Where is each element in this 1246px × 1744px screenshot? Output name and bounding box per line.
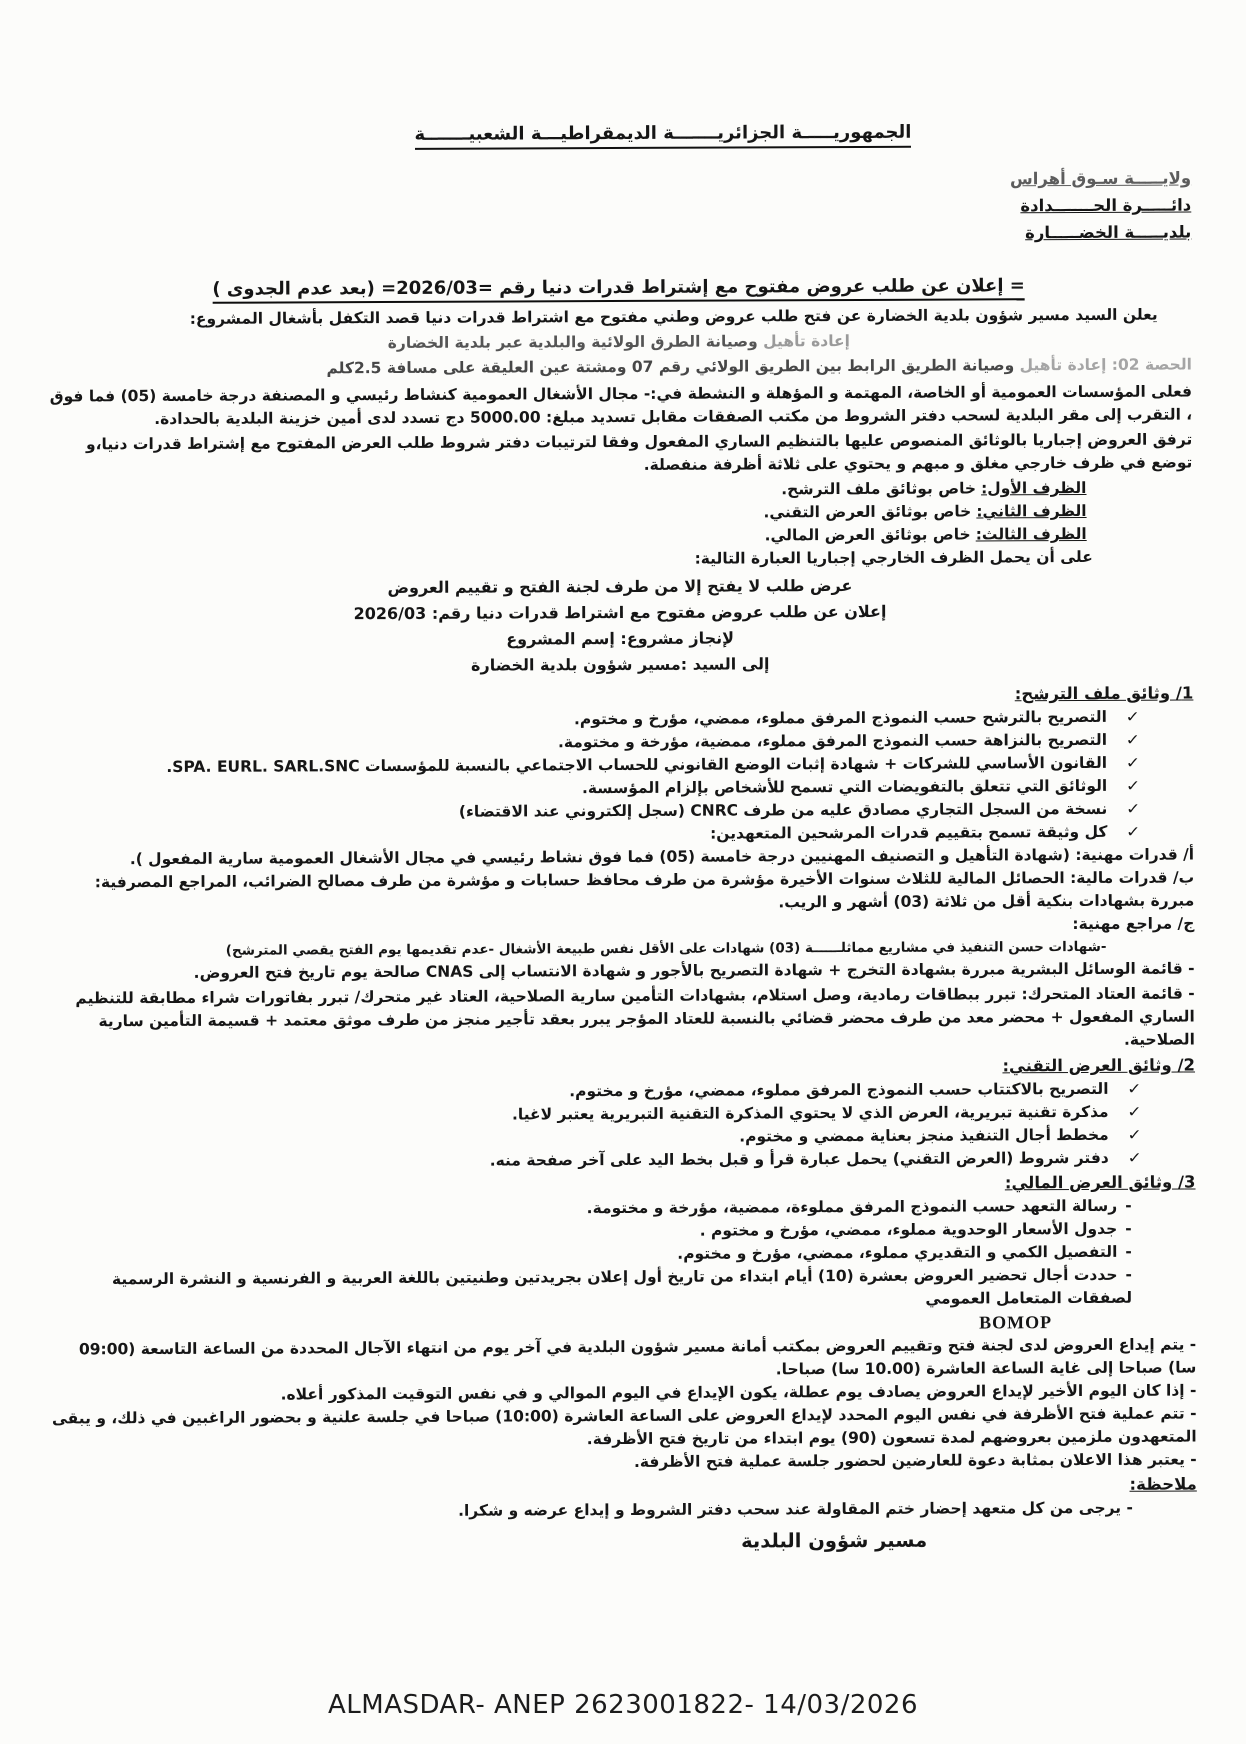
candidacy-check-text-1: التصريح بالترشح حسب النموذج المرفق مملوء، ممضي، مؤرخ و مختوم. bbox=[573, 707, 1107, 729]
envelope-inscription-block bbox=[47, 572, 1193, 681]
check-icon: ✓ bbox=[1126, 753, 1141, 772]
technical-check-text-3: مخطط أجال التنفيذ منجز بعناية ممضي و مختوم. bbox=[739, 1125, 1109, 1146]
footer-publication-line: ALMASDAR- ANEP 2623001822- 14/03/2026 bbox=[327, 1690, 919, 1720]
financial-text-4: حددت أجال تحضير العروض بعشرة (10) أيام ابتداء من تاريخ أول إعلان بجريدتين وطنيتين باللغة العربية و الفرنسية و النشرة الرسمية لصفقات المتعامل العمومي bbox=[111, 1265, 1133, 1308]
envelope-3-text: خاص بوثائق العرض المالي. bbox=[764, 525, 971, 545]
financial-text-2: جدول الأسعار الوحدوية مملوء، ممضي، مؤرخ و مختوم . bbox=[699, 1219, 1118, 1240]
inscription-line-3: لإنجاز مشروع: إسم المشروع bbox=[506, 628, 735, 649]
reference-item-2: - قائمة الوسائل البشرية مبررة بشهادة التخرج + شهادة التصريح بالأجور و شهادة الانتساب إلى CNAS صالحة يوم تاريخ فتح العروض. bbox=[193, 959, 1195, 982]
section-3-heading: 3/ وثائق العرض المالي: bbox=[1004, 1172, 1196, 1193]
deposit-item-1: - يتم إيداع العروض لدى لجنة فتح وتقييم العروض بمكتب أمانة مسير شؤون البلدية في آخر يوم من انتهاء الآجال المحددة من الساعة التاسعة (09:00 سا) صباحا إلى غاية الساعة العاشرة (10.00 سا) صباحا. bbox=[78, 1335, 1197, 1379]
deposit-item-2: - إذا كان اليوم الأخير لإيداع العروض يصادف يوم عطلة، يكون الإيداع في اليوم الموالي و في نفس التوقيت المذكور أعلاه. bbox=[280, 1381, 1197, 1404]
candidacy-check-text-2: التصريح بالنزاهة حسب النموذج المرفق مملوء، ممضية، مؤرخة و مختومة. bbox=[557, 730, 1108, 752]
candidacy-check-text-6: كل وثيقة تسمح بتقييم قدرات المرشحين المتعهدين: bbox=[710, 822, 1108, 843]
capacity-b-line: ب/ قدرات مالية: الحصائل المالية للثلاث سنوات الأخيرة مؤشرة من طرف محافظ حسابات و مؤشرة من طرف مصالح الضرائب، المراجع المصرفية: مبررة بشهادات بنكية أقل من ثلاثة (03) أشهر و الريب. bbox=[94, 868, 1195, 912]
bomop-line: BOMOP bbox=[979, 1312, 1053, 1333]
technical-check-text-4: دفتر شروط (العرض التقني) يحمل عبارة قرأ و قبل بخط اليد على آخر صفحة منه. bbox=[489, 1148, 1109, 1170]
capacity-c-line: ج/ مراجع مهنية: bbox=[1072, 914, 1195, 934]
envelopes-rule-paragraph: ترفق العروض إجباريا بالوثائق المنصوص عليها بالتنظيم الساري المفعول وفقا لترتيبات دفتر شروط طلب العرض المفتوح مع إشتراط قدرات دنيا،و توضع في ظرف خارجي مغلق و مبهم و يحتوي على ثلاثة أظرفة منفصلة. bbox=[85, 430, 1193, 474]
check-icon: ✓ bbox=[1126, 799, 1141, 818]
check-icon: ✓ bbox=[1126, 776, 1141, 795]
capacity-a-line: أ/ قدرات مهنية: (شهادة التأهيل و التصنيف المهنيين درجة خامسة (05) فما فوق نشاط رئيسي في مجال الأشغال العمومية سارية المفعول ). bbox=[129, 845, 1195, 869]
dash-icon: - bbox=[1125, 1196, 1132, 1215]
reference-item-3: - قائمة العتاد المتحرك: تبرر ببطاقات رمادية، وصل استلام، بشهادات التأمين سارية الصلاحية، العتاد غير متحرك/ تبرر بفاتورات شراء مطابقة للتنظيم الساري المفعول + محضر معد من طرف محضر قضائي بالنسبة للعتاد المؤجر يبرر بعقد تأجير منجز من طرف موثق معتمد + قسيمة التأمين سارية الصلاحية. bbox=[75, 984, 1195, 1049]
outer-envelope-note: على أن يحمل الظرف الخارجي إجباريا العبارة التالية: bbox=[694, 547, 1093, 568]
authority-block bbox=[45, 165, 1191, 251]
lot-line bbox=[46, 354, 1192, 382]
note-item: - يرجى من كل متعهد إحضار ختم المقاولة عند سحب دفتر الشروط و إيداع عرضه و شكرا. bbox=[458, 1498, 1133, 1520]
note-heading: ملاحظة: bbox=[1129, 1474, 1197, 1494]
republic-header bbox=[45, 120, 1191, 148]
envelope-2-label: الظرف الثاني: bbox=[976, 501, 1087, 521]
project-name-line bbox=[46, 329, 1192, 357]
wilaya-line: ولايـــــة سـوق أهراس bbox=[1009, 168, 1192, 189]
intro-paragraph: يعلن السيد مسير شؤون بلدية الخضارة عن فتح طلب عروض وطني مفتوح مع اشتراط قدرات دنيا قصد التكفل بأشغال المشروع: bbox=[189, 305, 1158, 328]
deposit-item-3: - تتم عملية فتح الأظرفة في نفس اليوم المحدد لإيداع العروض على الساعة العاشرة (10:00) صباحا في جلسة علنية و بحضور الراغبين في ذلك، و يبقى المتعهدون ملزمين بعروضهم لمدة تسعون (90) يوم ابتداء من تاريخ فتح الأظرفة. bbox=[51, 1404, 1197, 1449]
candidacy-check-text-5: نسخة من السجل التجاري مصادق عليه من طرف CNRC (سجل إلكتروني عند الاقتضاء) bbox=[458, 799, 1108, 821]
dash-icon: - bbox=[1125, 1265, 1132, 1284]
project-name-faded: إعادة تأهيل bbox=[763, 331, 850, 351]
eligibility-paragraph: فعلى المؤسسات العمومية أو الخاصة، المهتمة و المؤهلة و النشطة في:- مجال الأشغال العمومية كنشاط رئيسي و المصنفة درجة خامسة (05) فما فوق ، التقرب إلى مقر البلدية لسحب دفتر الشروط من مكتب الصفقات مقابل تسديد مبلغ: 5000.00 دج تسدد لدى أمين خزينة البلدية بالحدادة. bbox=[49, 382, 1193, 429]
check-icon: ✓ bbox=[1126, 730, 1141, 749]
candidacy-check-text-3: القانون الأساسي للشركات + شهادة إثبات الوضع القانوني للحساب الاجتماعي بالنسبة للمؤسسات SPA. EURL. SARL.SNC. bbox=[166, 753, 1108, 776]
lot-label-faded: الحصة 02: إعادة تأهيل bbox=[1019, 355, 1192, 375]
check-icon: ✓ bbox=[1127, 1125, 1143, 1144]
envelope-3-label: الظرف الثالث: bbox=[975, 524, 1087, 544]
candidacy-check-text-4: الوثائق التي تتعلق بالتفويضات التي تسمح للأشخاص بإلزام المؤسسة. bbox=[581, 776, 1108, 798]
notice-title bbox=[46, 274, 1192, 302]
check-icon: ✓ bbox=[1127, 1148, 1143, 1167]
project-name-rest: وصيانة الطرق الولائية والبلدية عبر بلدية الخضارة bbox=[387, 332, 764, 353]
inscription-line-1: عرض طلب لا يفتح إلا من طرف لجنة الفتح و تقييم العروض bbox=[387, 575, 853, 598]
check-icon: ✓ bbox=[1127, 1079, 1143, 1098]
lot-text: وصيانة الطريق الرابط بين الطريق الولائي رقم 07 ومشتة عين العليقة على مسافة 2.5كلم bbox=[326, 356, 1020, 378]
check-icon: ✓ bbox=[1126, 822, 1141, 841]
document-content bbox=[45, 120, 1197, 1556]
envelope-2-text: خاص بوثائق العرض التقني. bbox=[763, 502, 972, 522]
section-1-heading: 1/ وثائق ملف الترشح: bbox=[1014, 683, 1194, 704]
signature-line: مسير شؤون البلدية bbox=[741, 1528, 928, 1553]
dash-icon: - bbox=[1125, 1219, 1132, 1238]
notice-title-text: = إعلان عن طلب عروض مفتوح مع إشتراط قدرات دنيا رقم =2026/03= (بعد عدم الجدوى ) bbox=[212, 275, 1025, 304]
inscription-line-2: إعلان عن طلب عروض مفتوح مع اشتراط قدرات دنيا رقم: 2026/03 bbox=[353, 601, 887, 624]
check-icon: ✓ bbox=[1125, 707, 1141, 726]
commune-line: بلديـــــة الخضـــــارة bbox=[1025, 222, 1192, 243]
technical-check-text-2: مذكرة تقنية تبريرية، العرض الذي لا يحتوي المذكرة التقنية التبريرية يعتبر لاغيا. bbox=[511, 1102, 1109, 1124]
reference-item-1: -شهادات حسن التنفيذ في مشاريع مماثلــــــة (03) شهادات على الأقل نفس طبيعة الأشغال -عدم تقديمها يوم الفتح يقصي المترشح) bbox=[225, 938, 1107, 959]
technical-check-text-1: التصريح بالاكتتاب حسب النموذج المرفق مملوء، ممضي، مؤرخ و مختوم. bbox=[569, 1079, 1109, 1101]
daira-line: دائـــــرة الحـــــــدادة bbox=[1020, 195, 1192, 216]
dash-icon: - bbox=[1125, 1242, 1132, 1261]
financial-text-1: رسالة التعهد حسب النموذج المرفق مملوءة، ممضية، مؤرخة و مختومة. bbox=[586, 1196, 1118, 1218]
envelope-1-text: خاص بوثائق ملف الترشح. bbox=[781, 479, 977, 499]
financial-item-4 bbox=[50, 1263, 1196, 1314]
envelope-1-label: الظرف الأول: bbox=[981, 478, 1087, 498]
republic-header-text: الجمهوريـــــة الجزائريـــــــة الديمقراطيـــة الشعبيـــــــة bbox=[414, 122, 911, 150]
deposit-item-4: - يعتبر هذا الاعلان بمثابة دعوة للعارضين لحضور جلسة عملية فتح الأظرفة. bbox=[633, 1450, 1197, 1471]
check-icon: ✓ bbox=[1127, 1102, 1143, 1121]
financial-text-3: التفصيل الكمي و التقديري مملوء، ممضي، مؤرخ و مختوم. bbox=[677, 1242, 1118, 1263]
inscription-line-4: إلى السيد :مسير شؤون بلدية الخضارة bbox=[470, 654, 770, 675]
section-2-heading: 2/ وثائق العرض التقني: bbox=[1002, 1055, 1196, 1076]
